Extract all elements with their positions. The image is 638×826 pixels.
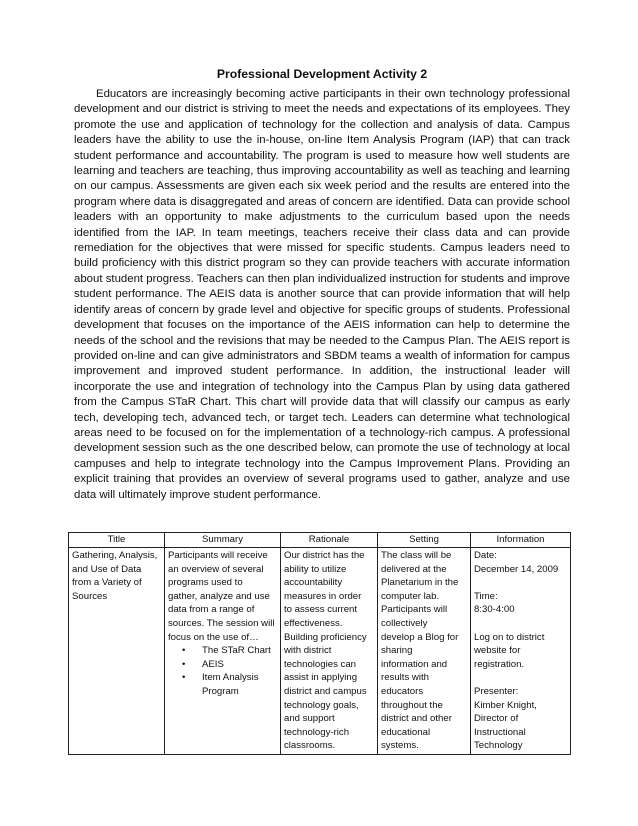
setting-line: delivered at the bbox=[381, 563, 447, 575]
setting-line: develop a Blog for bbox=[381, 631, 459, 643]
summary-line: an overview of several bbox=[168, 563, 264, 575]
rationale-line: ability to utilize bbox=[284, 563, 347, 575]
summary-line: programs used to bbox=[168, 577, 243, 589]
rationale-line: technologies can bbox=[284, 658, 357, 670]
rationale-line: accountability bbox=[284, 577, 343, 589]
registration-line: registration. bbox=[474, 658, 525, 670]
rationale-line: technology goals, bbox=[284, 699, 359, 711]
presenter-line: Kimber Knight, bbox=[474, 699, 537, 711]
setting-line: throughout the bbox=[381, 699, 443, 711]
rationale-line: effectiveness. bbox=[284, 617, 343, 629]
summary-bullet-list bbox=[168, 644, 277, 698]
title-line: and Use of Data bbox=[72, 563, 142, 575]
setting-line: educators bbox=[381, 685, 424, 697]
time-value: 8:30-4:00 bbox=[474, 604, 515, 616]
rationale-line: Our district has the bbox=[284, 550, 365, 561]
summary-line: focus on the use of… bbox=[168, 631, 259, 643]
title-line: Gathering, Analysis, bbox=[72, 550, 158, 561]
presenter-line: Instructional bbox=[474, 726, 526, 738]
setting-line: Planetarium in the bbox=[381, 577, 459, 589]
spacer bbox=[474, 671, 567, 685]
rationale-line: Building proficiency bbox=[284, 631, 367, 643]
registration-line: Log on to district bbox=[474, 631, 545, 643]
rationale-line: assist in applying bbox=[284, 672, 358, 684]
summary-line: gather, analyze and use bbox=[168, 590, 270, 602]
cell-setting bbox=[378, 548, 471, 755]
setting-line: computer lab. bbox=[381, 590, 440, 602]
title-line: from a Variety of bbox=[72, 577, 142, 589]
setting-line: educational bbox=[381, 726, 431, 738]
document-title: Professional Development Activity 2 bbox=[216, 67, 428, 81]
time-label: Time: bbox=[474, 590, 498, 602]
registration-line: website for bbox=[474, 645, 521, 657]
body-paragraph: Educators are increasingly becoming active participants in their own technology professional development and our district is striving to meet the needs and expectations of its employees. They promote the use and application of technology for the collection and analysis of data. Campus leaders have the ability to use the in-house, on-line Item Analysis Program (IAP) that can track student performance and accountability. The program is used to measure how well students are learning and teachers are teaching, thus improving accountability as well as teaching and learning on our campus. Assessments are given each six week period and the results are entered into the program where data is disaggregated and areas of concern are identified. Data can provide school leaders with an opportunity to make adjustments to the curriculum based upon the needs identified from the IAP. In team meetings, teachers receive their class data and can provide remediation for the objectives that were missed for specific students. Campus leaders need to build proficiency with this district program so they can provide teachers with accurate information about student progress. Teachers can then plan individualized instruction for students and improve student performance. The AEIS data is another source that can provide information that will help identify areas of concern by grade level and objective for specific groups of students. Professional development that focuses on the importance of the AEIS information can help to determine the needs of the school and the revisions that may be needed to the Campus Plan. The AEIS report is provided on-line and can give administrators and SBDM teams a wealth of information for campus improvement and improved student performance. In addition, the instructional leader will incorporate the use and integration of technology into the Campus Plan by using data gathered from the Campus STaR Chart. This chart will provide data that will classify our campus as early tech, developing tech, advanced tech, or target tech. Leaders can determine what technological areas need to be focused on for the implementation of a technology-rich campus. A professional development session such as the one described below, can promote the use of technology at local campuses and help to integrate technology into the Campus Improvement Plans. Providing an explicit training that provides an overview of several programs used to gather, analyze and use data will ultimately improve student performance. bbox=[74, 88, 570, 501]
presenter-line: Technology bbox=[474, 740, 523, 752]
rationale-line: measures in order bbox=[284, 590, 362, 602]
cell-title bbox=[69, 548, 165, 755]
date-value: December 14, 2009 bbox=[474, 563, 559, 575]
setting-line: results with bbox=[381, 672, 429, 684]
rationale-line: district and campus bbox=[284, 685, 367, 697]
rationale-line: and support bbox=[284, 713, 335, 725]
summary-line: data from a range of bbox=[168, 604, 255, 616]
presenter-label: Presenter: bbox=[474, 685, 519, 697]
activity-table bbox=[68, 532, 571, 755]
header-setting: Setting bbox=[378, 533, 471, 548]
setting-line: Participants will bbox=[381, 604, 448, 616]
summary-line: sources. The session will bbox=[168, 617, 275, 629]
header-rationale: Rationale bbox=[281, 533, 378, 548]
setting-line: district and other bbox=[381, 713, 452, 725]
cell-summary bbox=[165, 548, 281, 755]
spacer bbox=[474, 576, 567, 590]
document-page bbox=[74, 66, 570, 503]
cell-information bbox=[471, 548, 571, 755]
date-label: Date: bbox=[474, 550, 497, 561]
rationale-line: to assess current bbox=[284, 604, 358, 616]
header-summary: Summary bbox=[165, 533, 281, 548]
summary-bullet-item: • Item Analysis Program bbox=[202, 671, 277, 698]
summary-line: Participants will receive bbox=[168, 550, 268, 561]
rationale-line: classrooms. bbox=[284, 740, 336, 752]
setting-line: collectively bbox=[381, 617, 428, 629]
header-title: Title bbox=[69, 533, 165, 548]
setting-line: The class will be bbox=[381, 550, 452, 561]
cell-rationale bbox=[281, 548, 378, 755]
table-row bbox=[69, 548, 571, 755]
title-line: Sources bbox=[72, 590, 108, 602]
header-information: Information bbox=[471, 533, 571, 548]
setting-line: information and bbox=[381, 658, 448, 670]
setting-line: systems. bbox=[381, 740, 419, 752]
table-header-row bbox=[69, 533, 571, 548]
presenter-line: Director of bbox=[474, 713, 519, 725]
spacer bbox=[474, 617, 567, 631]
setting-line: sharing bbox=[381, 645, 413, 657]
summary-bullet-item: • AEIS bbox=[202, 658, 277, 672]
summary-bullet-item: • The STaR Chart bbox=[202, 644, 277, 658]
rationale-line: with district bbox=[284, 645, 332, 657]
rationale-line: technology-rich bbox=[284, 726, 350, 738]
